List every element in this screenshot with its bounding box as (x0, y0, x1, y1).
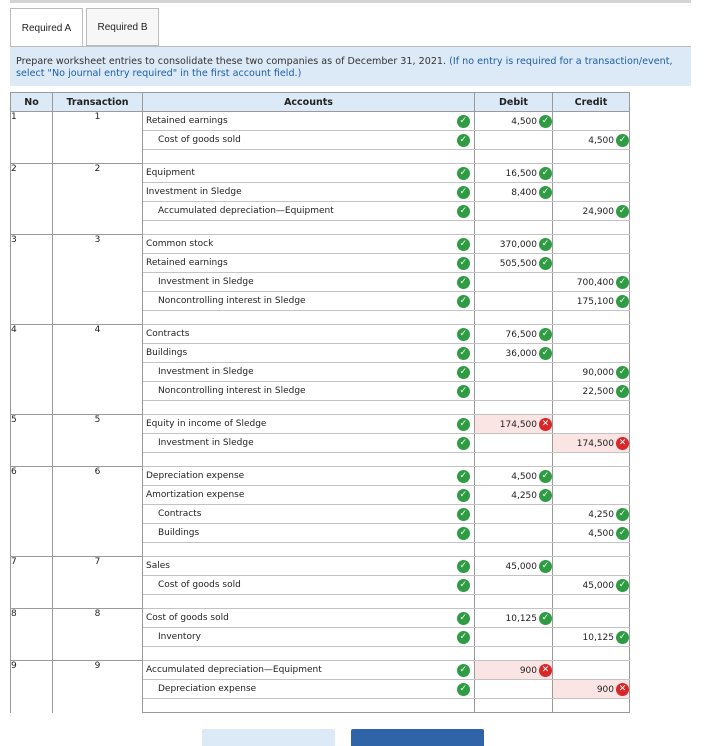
account-name: Buildings (158, 528, 200, 538)
transaction-number: 5 (53, 415, 143, 467)
blank-status-cell (453, 221, 475, 235)
account-cell[interactable] (143, 254, 453, 273)
account-status-cell (453, 628, 475, 647)
table-row (11, 325, 630, 344)
debit-value: 4,500 (511, 116, 537, 127)
credit-cell[interactable] (553, 382, 630, 401)
check-circle-icon: ✓ (457, 328, 470, 341)
account-cell[interactable] (143, 235, 453, 254)
account-cell[interactable] (143, 415, 453, 434)
check-circle-icon: ✓ (616, 579, 629, 592)
entry-number: 4 (11, 325, 53, 415)
account-status-cell (453, 292, 475, 311)
worksheet-entries-table (10, 92, 630, 713)
account-status-cell (453, 434, 475, 453)
blank-status-cell (453, 543, 475, 557)
account-cell[interactable] (143, 325, 453, 344)
debit-cell[interactable] (475, 486, 553, 505)
debit-cell[interactable] (475, 382, 553, 401)
check-circle-icon: ✓ (457, 186, 470, 199)
transaction-number: 2 (53, 164, 143, 235)
debit-value: 370,000 (499, 239, 537, 250)
debit-value: 505,500 (499, 258, 537, 269)
credit-value: 4,500 (588, 135, 614, 146)
table-row (11, 467, 630, 486)
account-status-cell (453, 609, 475, 628)
account-name: Cost of goods sold (158, 135, 241, 145)
account-status-cell (453, 661, 475, 680)
debit-value: 900 (519, 665, 537, 676)
blank-debit-cell (475, 453, 553, 467)
debit-value: 36,000 (505, 348, 537, 359)
credit-value: 700,400 (576, 277, 614, 288)
blank-credit-cell (553, 453, 630, 467)
account-cell[interactable] (143, 382, 453, 401)
entry-number: 7 (11, 557, 53, 609)
debit-cell[interactable] (475, 557, 553, 576)
credit-value: 4,500 (588, 528, 614, 539)
account-cell[interactable] (143, 112, 453, 131)
check-circle-icon: ✓ (616, 385, 629, 398)
account-cell[interactable] (143, 273, 453, 292)
blank-debit-cell (475, 543, 553, 557)
account-name: Investment in Sledge (158, 277, 254, 287)
account-name: Equity in income of Sledge (146, 419, 267, 429)
blank-status-cell (453, 311, 475, 325)
header-no: No (11, 93, 53, 112)
blank-debit-cell (475, 699, 553, 713)
table-row (11, 415, 630, 434)
blank-account-cell (143, 647, 453, 661)
header-transaction: Transaction (53, 93, 143, 112)
debit-cell[interactable] (475, 609, 553, 628)
entry-number: 9 (11, 661, 53, 713)
account-status-cell (453, 112, 475, 131)
account-cell[interactable] (143, 344, 453, 363)
blank-account-cell (143, 453, 453, 467)
entry-number: 1 (11, 112, 53, 164)
check-circle-icon: ✓ (539, 328, 552, 341)
blank-credit-cell (553, 311, 630, 325)
debit-cell[interactable] (475, 254, 553, 273)
blank-credit-cell (553, 221, 630, 235)
credit-cell[interactable] (553, 254, 630, 273)
check-circle-icon: ✓ (457, 579, 470, 592)
instructions-panel (10, 46, 691, 86)
table-row (11, 557, 630, 576)
check-circle-icon: ✓ (457, 205, 470, 218)
check-circle-icon: ✓ (457, 560, 470, 573)
blank-credit-cell (553, 647, 630, 661)
top-divider (10, 0, 691, 3)
transaction-number: 8 (53, 609, 143, 661)
debit-cell[interactable] (475, 183, 553, 202)
account-status-cell (453, 486, 475, 505)
credit-cell[interactable] (553, 524, 630, 543)
account-status-cell (453, 680, 475, 699)
credit-cell[interactable] (553, 292, 630, 311)
account-cell[interactable] (143, 680, 453, 699)
credit-cell[interactable] (553, 434, 630, 453)
header-accounts: Accounts (143, 93, 475, 112)
credit-cell[interactable] (553, 273, 630, 292)
transaction-number: 1 (53, 112, 143, 164)
transaction-number: 3 (53, 235, 143, 325)
check-circle-icon: ✓ (457, 631, 470, 644)
blank-debit-cell (475, 150, 553, 164)
account-cell[interactable] (143, 557, 453, 576)
credit-cell[interactable] (553, 557, 630, 576)
check-circle-icon: ✓ (616, 366, 629, 379)
transaction-number: 4 (53, 325, 143, 415)
debit-cell[interactable] (475, 467, 553, 486)
account-name: Retained earnings (146, 258, 228, 268)
account-name: Inventory (158, 632, 201, 642)
debit-cell[interactable] (475, 628, 553, 647)
credit-cell[interactable] (553, 486, 630, 505)
debit-value: 4,500 (511, 471, 537, 482)
account-status-cell (453, 524, 475, 543)
account-status-cell (453, 576, 475, 595)
blank-credit-cell (553, 401, 630, 415)
check-circle-icon: ✓ (539, 186, 552, 199)
account-name: Investment in Sledge (146, 187, 242, 197)
check-circle-icon: ✓ (457, 167, 470, 180)
check-circle-icon: ✓ (457, 385, 470, 398)
debit-cell[interactable] (475, 112, 553, 131)
check-circle-icon: ✓ (457, 347, 470, 360)
credit-cell[interactable] (553, 344, 630, 363)
account-cell[interactable] (143, 524, 453, 543)
blank-status-cell (453, 453, 475, 467)
debit-cell[interactable] (475, 235, 553, 254)
blank-status-cell (453, 150, 475, 164)
debit-cell[interactable] (475, 325, 553, 344)
debit-cell[interactable] (475, 661, 553, 680)
debit-value: 10,125 (505, 613, 537, 624)
credit-cell[interactable] (553, 325, 630, 344)
transaction-number: 6 (53, 467, 143, 557)
blank-debit-cell (475, 221, 553, 235)
next-button[interactable] (351, 729, 484, 746)
table-header-row (11, 93, 630, 112)
table-row (11, 235, 630, 254)
header-debit: Debit (475, 93, 553, 112)
debit-value: 174,500 (499, 419, 537, 430)
account-cell[interactable] (143, 183, 453, 202)
check-circle-icon: ✓ (616, 527, 629, 540)
blank-account-cell (143, 311, 453, 325)
account-status-cell (453, 382, 475, 401)
account-name: Accumulated depreciation—Equipment (158, 206, 334, 216)
check-circle-icon: ✓ (616, 205, 629, 218)
entry-number: 5 (11, 415, 53, 467)
account-cell[interactable] (143, 576, 453, 595)
blank-account-cell (143, 595, 453, 609)
account-cell[interactable] (143, 363, 453, 382)
credit-cell[interactable] (553, 164, 630, 183)
check-circle-icon: ✓ (539, 489, 552, 502)
account-cell[interactable] (143, 609, 453, 628)
check-circle-icon: ✓ (616, 631, 629, 644)
credit-value: 24,900 (582, 206, 614, 217)
account-name: Buildings (146, 348, 188, 358)
credit-cell[interactable] (553, 576, 630, 595)
blank-account-cell (143, 150, 453, 164)
account-cell[interactable] (143, 467, 453, 486)
entry-number: 6 (11, 467, 53, 557)
account-status-cell (453, 557, 475, 576)
check-circle-icon: ✓ (457, 257, 470, 270)
account-name: Contracts (158, 509, 202, 519)
account-name: Cost of goods sold (146, 613, 229, 623)
credit-value: 174,500 (576, 438, 614, 449)
entry-number: 3 (11, 235, 53, 325)
debit-value: 4,250 (511, 490, 537, 501)
check-circle-icon: ✓ (457, 489, 470, 502)
blank-credit-cell (553, 150, 630, 164)
debit-cell[interactable] (475, 292, 553, 311)
account-name: Sales (146, 561, 170, 571)
account-cell[interactable] (143, 628, 453, 647)
table-row (11, 112, 630, 131)
account-status-cell (453, 131, 475, 150)
blank-account-cell (143, 699, 453, 713)
x-circle-icon: ✕ (539, 418, 552, 431)
check-circle-icon: ✓ (539, 167, 552, 180)
check-circle-icon: ✓ (539, 347, 552, 360)
x-circle-icon: ✕ (616, 437, 629, 450)
blank-debit-cell (475, 401, 553, 415)
check-circle-icon: ✓ (457, 437, 470, 450)
prev-button[interactable] (202, 729, 335, 746)
check-circle-icon: ✓ (539, 470, 552, 483)
check-circle-icon: ✓ (457, 238, 470, 251)
header-credit: Credit (553, 93, 630, 112)
x-circle-icon: ✕ (616, 683, 629, 696)
debit-cell[interactable] (475, 131, 553, 150)
entry-number: 8 (11, 609, 53, 661)
debit-cell[interactable] (475, 273, 553, 292)
check-circle-icon: ✓ (457, 470, 470, 483)
x-circle-icon: ✕ (539, 664, 552, 677)
account-status-cell (453, 415, 475, 434)
credit-cell[interactable] (553, 112, 630, 131)
credit-value: 90,000 (582, 367, 614, 378)
blank-credit-cell (553, 543, 630, 557)
credit-value: 10,125 (582, 632, 614, 643)
blank-debit-cell (475, 647, 553, 661)
debit-value: 76,500 (505, 329, 537, 340)
check-circle-icon: ✓ (539, 238, 552, 251)
blank-status-cell (453, 401, 475, 415)
credit-value: 4,250 (588, 509, 614, 520)
instruction-text: Prepare worksheet entries to consolidate these two companies as of December 31, 2021. (16, 56, 447, 67)
account-cell[interactable] (143, 131, 453, 150)
credit-cell[interactable] (553, 505, 630, 524)
transaction-number: 9 (53, 661, 143, 713)
check-circle-icon: ✓ (539, 560, 552, 573)
tab-required-b[interactable]: Required B (86, 8, 159, 46)
blank-debit-cell (475, 311, 553, 325)
credit-cell[interactable] (553, 363, 630, 382)
account-cell[interactable] (143, 434, 453, 453)
check-circle-icon: ✓ (457, 366, 470, 379)
check-circle-icon: ✓ (457, 134, 470, 147)
check-circle-icon: ✓ (539, 115, 552, 128)
blank-account-cell (143, 401, 453, 415)
debit-value: 16,500 (505, 168, 537, 179)
check-circle-icon: ✓ (539, 612, 552, 625)
debit-value: 8,400 (511, 187, 537, 198)
debit-value: 45,000 (505, 561, 537, 572)
credit-value: 175,100 (576, 296, 614, 307)
account-name: Depreciation expense (158, 684, 257, 694)
account-status-cell (453, 254, 475, 273)
account-name: Investment in Sledge (158, 367, 254, 377)
account-cell[interactable] (143, 164, 453, 183)
blank-status-cell (453, 647, 475, 661)
blank-credit-cell (553, 699, 630, 713)
account-status-cell (453, 363, 475, 382)
account-status-cell (453, 183, 475, 202)
account-cell[interactable] (143, 486, 453, 505)
credit-cell[interactable] (553, 202, 630, 221)
account-status-cell (453, 467, 475, 486)
account-status-cell (453, 273, 475, 292)
account-name: Noncontrolling interest in Sledge (158, 296, 306, 306)
account-cell[interactable] (143, 292, 453, 311)
account-name: Cost of goods sold (158, 580, 241, 590)
check-circle-icon: ✓ (616, 276, 629, 289)
tab-required-a[interactable]: Required A (10, 8, 83, 47)
credit-cell[interactable] (553, 661, 630, 680)
blank-credit-cell (553, 595, 630, 609)
blank-status-cell (453, 699, 475, 713)
account-name: Retained earnings (146, 116, 228, 126)
account-name: Equipment (146, 168, 195, 178)
check-circle-icon: ✓ (457, 418, 470, 431)
account-name: Accumulated depreciation—Equipment (146, 665, 322, 675)
check-circle-icon: ✓ (457, 295, 470, 308)
debit-cell[interactable] (475, 344, 553, 363)
account-status-cell (453, 344, 475, 363)
check-circle-icon: ✓ (457, 115, 470, 128)
table-row (11, 661, 630, 680)
account-name: Common stock (146, 239, 214, 249)
credit-value: 45,000 (582, 580, 614, 591)
credit-cell[interactable] (553, 467, 630, 486)
check-circle-icon: ✓ (457, 664, 470, 677)
account-status-cell (453, 235, 475, 254)
entry-number: 2 (11, 164, 53, 235)
instruction-note: (If no entry is required for a transaction/event, select "No journal entry required" in the first account field.) (16, 56, 673, 79)
credit-cell[interactable] (553, 680, 630, 699)
debit-cell[interactable] (475, 434, 553, 453)
debit-cell[interactable] (475, 524, 553, 543)
table-row (11, 164, 630, 183)
account-name: Contracts (146, 329, 190, 339)
account-cell[interactable] (143, 661, 453, 680)
transaction-number: 7 (53, 557, 143, 609)
credit-value: 900 (596, 684, 614, 695)
account-status-cell (453, 202, 475, 221)
debit-cell[interactable] (475, 680, 553, 699)
debit-cell[interactable] (475, 415, 553, 434)
check-circle-icon: ✓ (616, 134, 629, 147)
credit-value: 22,500 (582, 386, 614, 397)
account-name: Investment in Sledge (158, 438, 254, 448)
credit-cell[interactable] (553, 628, 630, 647)
account-name: Depreciation expense (146, 471, 245, 481)
credit-cell[interactable] (553, 609, 630, 628)
check-circle-icon: ✓ (457, 683, 470, 696)
account-status-cell (453, 164, 475, 183)
check-circle-icon: ✓ (457, 527, 470, 540)
account-cell[interactable] (143, 202, 453, 221)
debit-cell[interactable] (475, 505, 553, 524)
account-cell[interactable] (143, 505, 453, 524)
check-circle-icon: ✓ (539, 257, 552, 270)
account-status-cell (453, 325, 475, 344)
blank-debit-cell (475, 595, 553, 609)
check-circle-icon: ✓ (616, 508, 629, 521)
table-row (11, 609, 630, 628)
account-name: Noncontrolling interest in Sledge (158, 386, 306, 396)
debit-cell[interactable] (475, 363, 553, 382)
credit-cell[interactable] (553, 131, 630, 150)
credit-cell[interactable] (553, 183, 630, 202)
debit-cell[interactable] (475, 202, 553, 221)
debit-cell[interactable] (475, 576, 553, 595)
account-name: Amortization expense (146, 490, 245, 500)
blank-status-cell (453, 595, 475, 609)
debit-cell[interactable] (475, 164, 553, 183)
check-circle-icon: ✓ (457, 508, 470, 521)
check-circle-icon: ✓ (616, 295, 629, 308)
blank-account-cell (143, 221, 453, 235)
check-circle-icon: ✓ (457, 276, 470, 289)
check-circle-icon: ✓ (457, 612, 470, 625)
account-status-cell (453, 505, 475, 524)
blank-account-cell (143, 543, 453, 557)
credit-cell[interactable] (553, 415, 630, 434)
credit-cell[interactable] (553, 235, 630, 254)
